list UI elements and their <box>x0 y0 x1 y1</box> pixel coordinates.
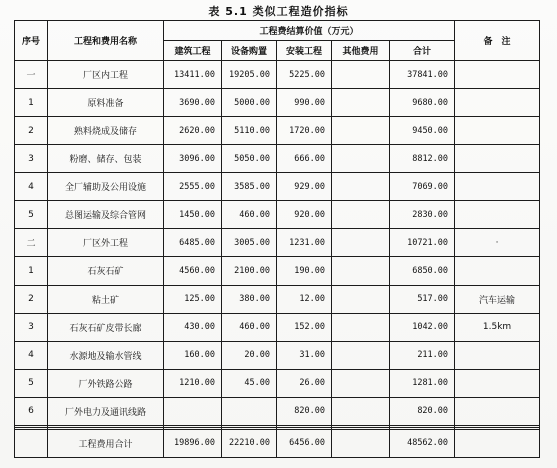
cell-seq: 一 <box>15 61 48 89</box>
cell-construction <box>164 397 222 425</box>
cell-equipment: 3005.00 <box>222 229 277 257</box>
header-other: 其他费用 <box>332 41 390 61</box>
cell-remark <box>455 61 540 89</box>
cell-seq: 5 <box>15 369 48 397</box>
cell-total: 9450.00 <box>390 117 455 145</box>
cell-other <box>332 145 390 173</box>
cell-seq: 3 <box>15 313 48 341</box>
cell-total: 9680.00 <box>390 89 455 117</box>
cell-total: 48562.00 <box>390 429 455 457</box>
cell-name: 总图运输及综合管网 <box>48 201 164 229</box>
cell-other <box>332 313 390 341</box>
table-row <box>15 369 540 397</box>
cell-total: 1281.00 <box>390 369 455 397</box>
cell-name: 石灰石矿皮带长廊 <box>48 313 164 341</box>
cell-name: 厂区内工程 <box>48 61 164 89</box>
cell-construction: 430.00 <box>164 313 222 341</box>
header-construction: 建筑工程 <box>164 41 222 61</box>
table-row <box>15 341 540 369</box>
cell-seq: 2 <box>15 117 48 145</box>
cell-remark <box>455 173 540 201</box>
table-row <box>15 61 540 89</box>
cell-total: 37841.00 <box>390 61 455 89</box>
cell-name: 原料准备 <box>48 89 164 117</box>
cell-seq: 2 <box>15 285 48 313</box>
cell-equipment: 19205.00 <box>222 61 277 89</box>
cell-installation: 12.00 <box>277 285 332 313</box>
cell-remark <box>455 429 540 457</box>
cell-name: 厂外电力及通讯线路 <box>48 397 164 425</box>
cell-total: 2830.00 <box>390 201 455 229</box>
cell-installation: 31.00 <box>277 341 332 369</box>
table-row <box>15 117 540 145</box>
header-cost-group: 工程费结算价值（万元） <box>164 21 455 41</box>
cell-total: 211.00 <box>390 341 455 369</box>
cell-installation: 152.00 <box>277 313 332 341</box>
cell-seq: 4 <box>15 173 48 201</box>
cell-installation: 929.00 <box>277 173 332 201</box>
cell-total: 517.00 <box>390 285 455 313</box>
cell-remark <box>455 117 540 145</box>
cell-other <box>332 429 390 457</box>
cell-seq: 二 <box>15 229 48 257</box>
table-row <box>15 313 540 341</box>
cell-construction: 3690.00 <box>164 89 222 117</box>
cell-equipment <box>222 397 277 425</box>
cell-equipment: 460.00 <box>222 313 277 341</box>
cell-other <box>332 341 390 369</box>
table-row <box>15 89 540 117</box>
cell-seq <box>15 429 48 457</box>
cell-name: 粉磨、储存、包装 <box>48 145 164 173</box>
cell-remark <box>455 89 540 117</box>
cell-construction: 6485.00 <box>164 229 222 257</box>
header-seq: 序号 <box>15 21 48 61</box>
cell-construction: 4560.00 <box>164 257 222 285</box>
cell-equipment: 3585.00 <box>222 173 277 201</box>
cell-name: 水源地及输水管线 <box>48 341 164 369</box>
table-caption: 表 5.1 类似工程造价指标 <box>208 5 349 18</box>
cell-seq: 3 <box>15 145 48 173</box>
cell-installation: 1720.00 <box>277 117 332 145</box>
cell-construction: 2620.00 <box>164 117 222 145</box>
cell-equipment: 5050.00 <box>222 145 277 173</box>
cell-equipment: 460.00 <box>222 201 277 229</box>
cell-equipment: 5000.00 <box>222 89 277 117</box>
cell-equipment: 22210.00 <box>222 429 277 457</box>
table-row-total <box>15 429 540 457</box>
cell-installation: 666.00 <box>277 145 332 173</box>
cell-seq: 6 <box>15 397 48 425</box>
cell-installation: 820.00 <box>277 397 332 425</box>
table-row <box>15 201 540 229</box>
cell-construction: 125.00 <box>164 285 222 313</box>
cell-other <box>332 285 390 313</box>
header-total: 合计 <box>390 41 455 61</box>
header-installation: 安装工程 <box>277 41 332 61</box>
table-row <box>15 173 540 201</box>
cell-remark <box>455 145 540 173</box>
header-remark: 备 注 <box>455 21 540 61</box>
cell-remark <box>455 341 540 369</box>
table-row <box>15 229 540 257</box>
cell-name: 粘土矿 <box>48 285 164 313</box>
cell-remark: 汽车运输 <box>455 285 540 313</box>
cell-construction: 2555.00 <box>164 173 222 201</box>
cell-construction: 3096.00 <box>164 145 222 173</box>
header-equipment: 设备购置 <box>222 41 277 61</box>
table-row <box>15 397 540 425</box>
cell-equipment: 20.00 <box>222 341 277 369</box>
cell-name: 全厂辅助及公用设施 <box>48 173 164 201</box>
cell-installation: 26.00 <box>277 369 332 397</box>
cell-construction: 160.00 <box>164 341 222 369</box>
cell-equipment: 5110.00 <box>222 117 277 145</box>
cell-remark: 1.5km <box>455 313 540 341</box>
table-row <box>15 285 540 313</box>
cell-total: 1042.00 <box>390 313 455 341</box>
cell-other <box>332 89 390 117</box>
header-name: 工程和费用名称 <box>48 21 164 61</box>
cell-construction: 1450.00 <box>164 201 222 229</box>
cell-installation: 990.00 <box>277 89 332 117</box>
cell-equipment: 380.00 <box>222 285 277 313</box>
cell-remark <box>455 201 540 229</box>
cell-total: 6850.00 <box>390 257 455 285</box>
cell-other <box>332 369 390 397</box>
cell-installation: 6456.00 <box>277 429 332 457</box>
cell-name: 厂外铁路公路 <box>48 369 164 397</box>
cell-seq: 4 <box>15 341 48 369</box>
cell-other <box>332 117 390 145</box>
cell-remark: · <box>455 229 540 257</box>
cell-equipment: 2100.00 <box>222 257 277 285</box>
cell-other <box>332 257 390 285</box>
cell-remark <box>455 257 540 285</box>
cell-name: 工程费用合计 <box>48 429 164 457</box>
cell-construction: 13411.00 <box>164 61 222 89</box>
cell-total: 8812.00 <box>390 145 455 173</box>
table-body <box>15 61 540 458</box>
table-row <box>15 257 540 285</box>
cell-total: 10721.00 <box>390 229 455 257</box>
cell-installation: 920.00 <box>277 201 332 229</box>
cell-other <box>332 61 390 89</box>
cell-construction: 1210.00 <box>164 369 222 397</box>
cell-installation: 1231.00 <box>277 229 332 257</box>
cell-installation: 5225.00 <box>277 61 332 89</box>
cell-other <box>332 397 390 425</box>
cell-total: 820.00 <box>390 397 455 425</box>
cell-other <box>332 229 390 257</box>
cell-name: 厂区外工程 <box>48 229 164 257</box>
cell-remark <box>455 397 540 425</box>
cell-total: 7069.00 <box>390 173 455 201</box>
cell-other <box>332 173 390 201</box>
cell-construction: 19896.00 <box>164 429 222 457</box>
table-row <box>15 145 540 173</box>
cell-name: 石灰石矿 <box>48 257 164 285</box>
cell-seq: 1 <box>15 89 48 117</box>
cell-installation: 190.00 <box>277 257 332 285</box>
cost-index-table <box>14 20 540 458</box>
cell-other <box>332 201 390 229</box>
cell-remark <box>455 369 540 397</box>
cell-name: 熟料烧成及储存 <box>48 117 164 145</box>
cell-equipment: 45.00 <box>222 369 277 397</box>
cell-seq: 5 <box>15 201 48 229</box>
cell-seq: 1 <box>15 257 48 285</box>
